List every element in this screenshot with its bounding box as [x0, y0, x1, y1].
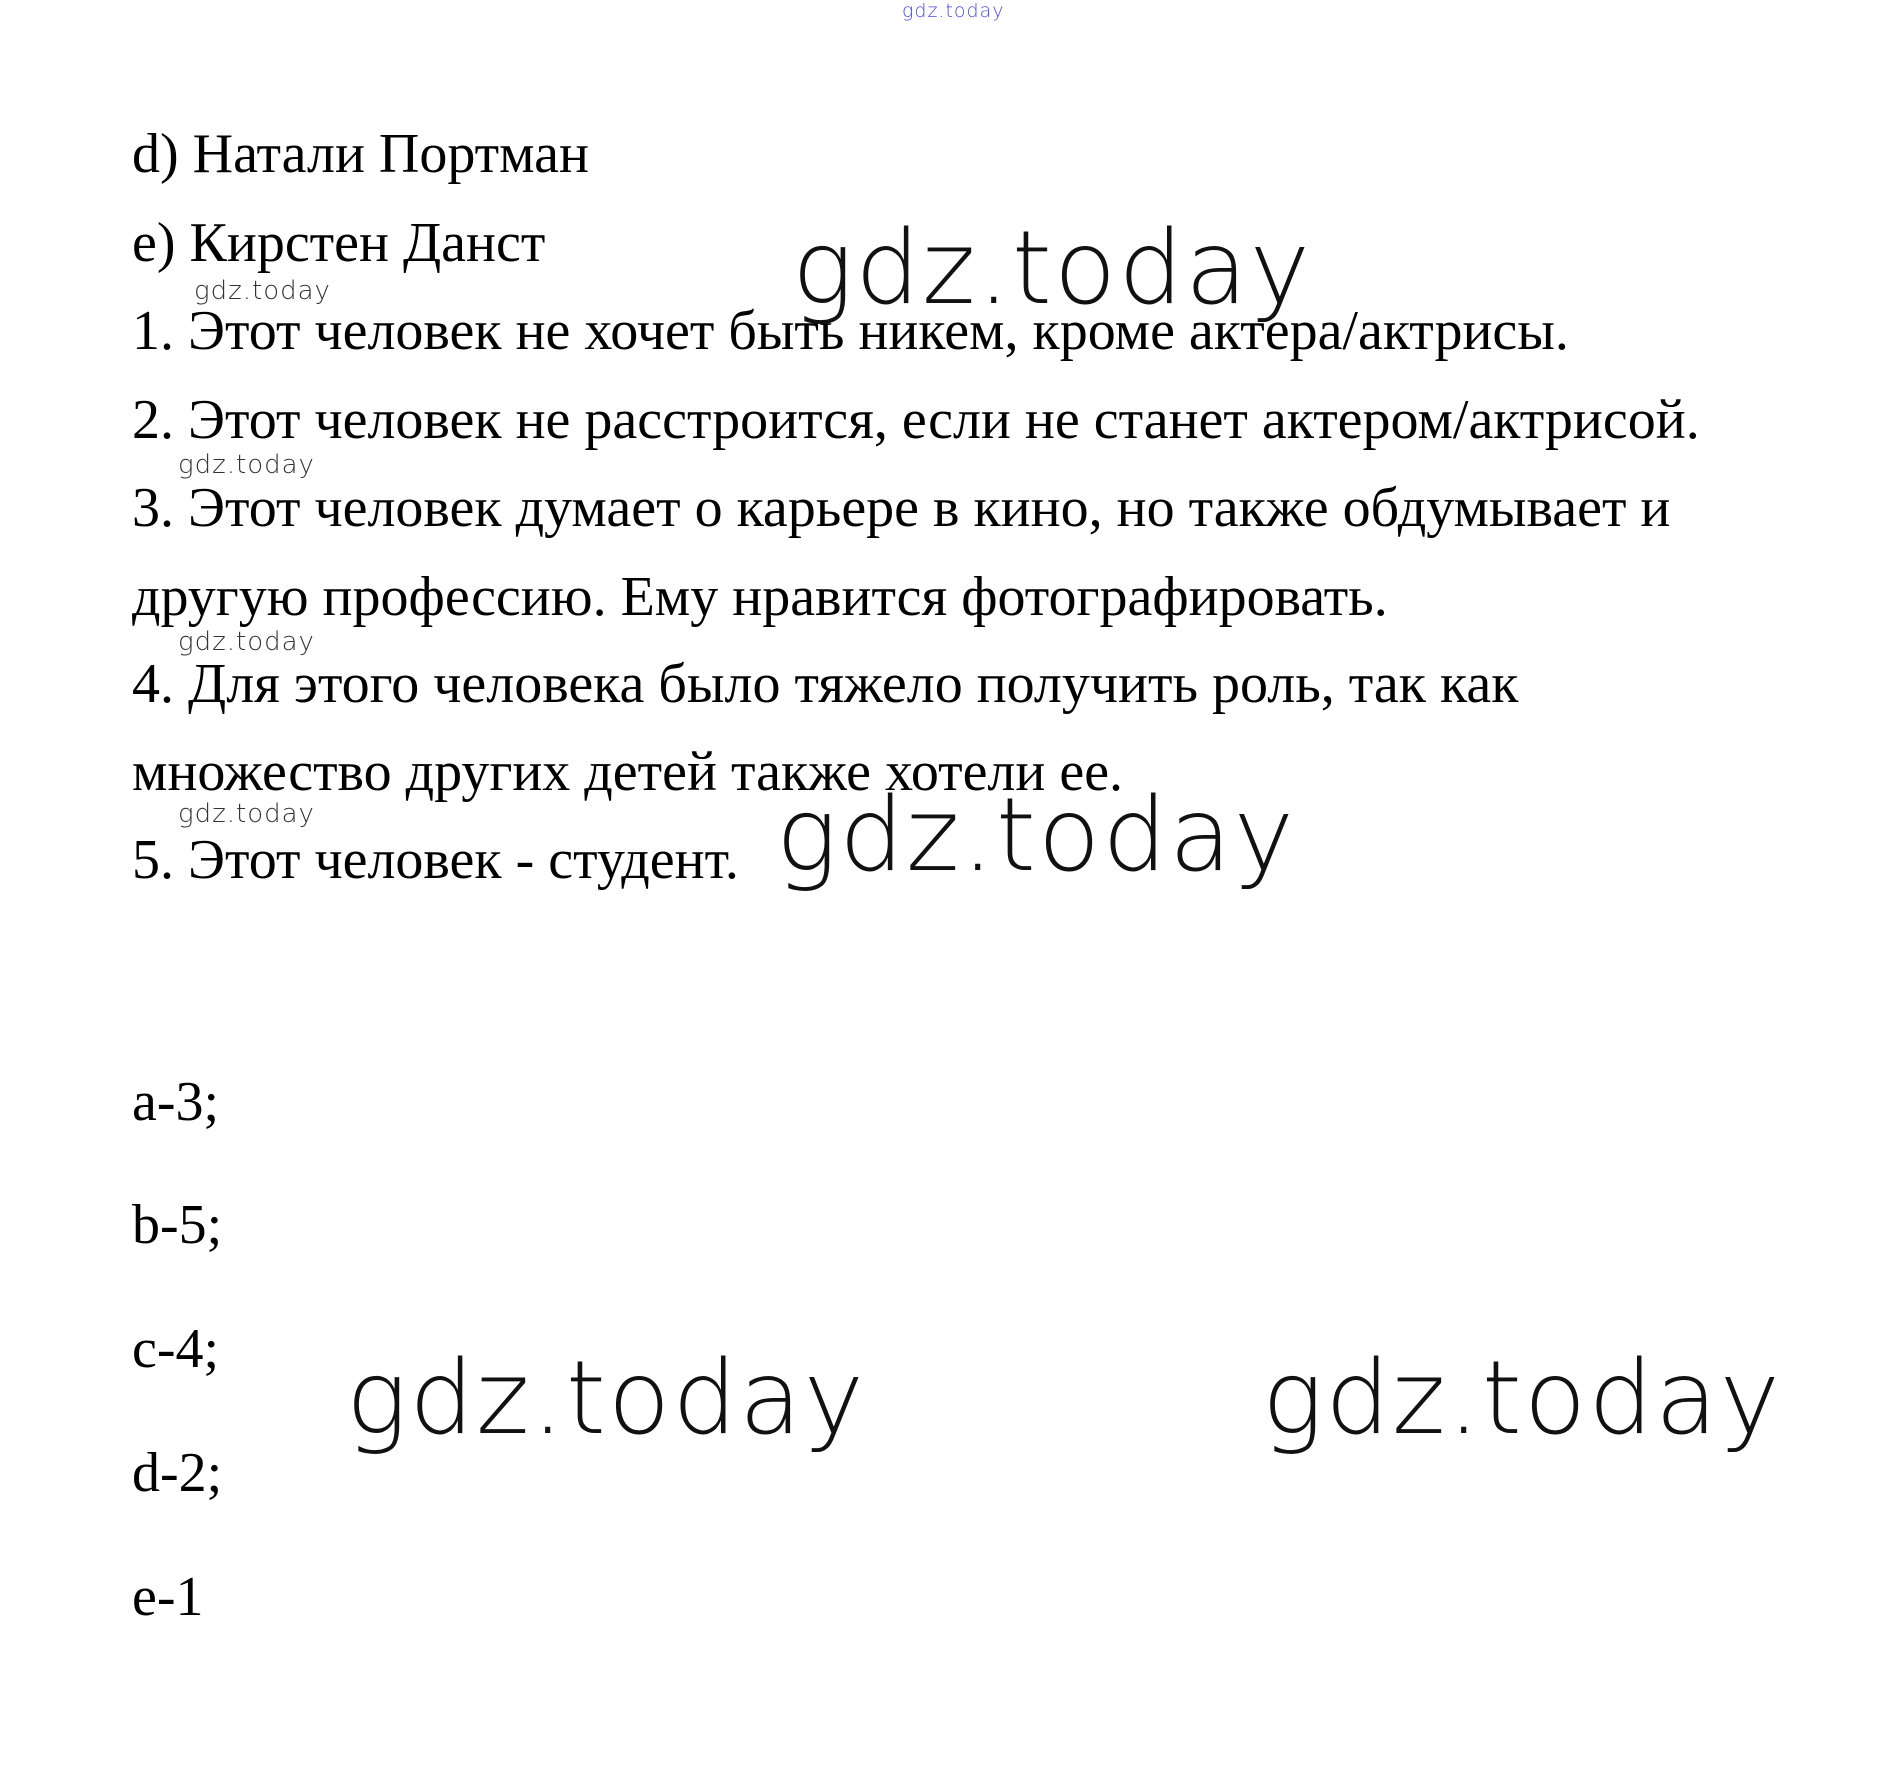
answer-e: e-1 — [132, 1566, 204, 1628]
watermark-small: gdz.today — [194, 276, 331, 306]
answer-c: c-4; — [132, 1318, 220, 1380]
statement-4-line-1: 4. Для этого человека было тяжело получить роль, так как — [132, 653, 1519, 715]
watermark-small: gdz.today — [178, 450, 315, 480]
watermark-small: gdz.today — [178, 627, 315, 657]
watermark-top: gdz.today — [902, 0, 1005, 22]
statement-1: 1. Этот человек не хочет быть никем, кроме актера/актрисы. — [132, 300, 1569, 362]
statement-4-line-2: множество других детей также хотели ее. — [132, 741, 1124, 803]
watermark-large: gdz.today — [776, 776, 1296, 895]
statement-5: 5. Этот человек - студент. — [132, 829, 739, 891]
watermark-large: gdz.today — [1262, 1339, 1782, 1458]
option-e: e) Кирстен Данст — [132, 212, 546, 274]
statement-3-line-1: 3. Этот человек думает о карьере в кино, но также обдумывает и — [132, 477, 1671, 539]
watermark-large: gdz.today — [346, 1339, 866, 1458]
statement-3-line-2: другую профессию. Ему нравится фотографировать. — [132, 566, 1388, 628]
watermark-large: gdz.today — [792, 209, 1312, 328]
answer-a: a-3; — [132, 1071, 220, 1133]
answer-b: b-5; — [132, 1194, 223, 1256]
answer-d: d-2; — [132, 1442, 223, 1504]
statement-2: 2. Этот человек не расстроится, если не станет актером/актрисой. — [132, 389, 1700, 451]
option-d: d) Натали Портман — [132, 123, 589, 185]
watermark-small: gdz.today — [178, 799, 315, 829]
